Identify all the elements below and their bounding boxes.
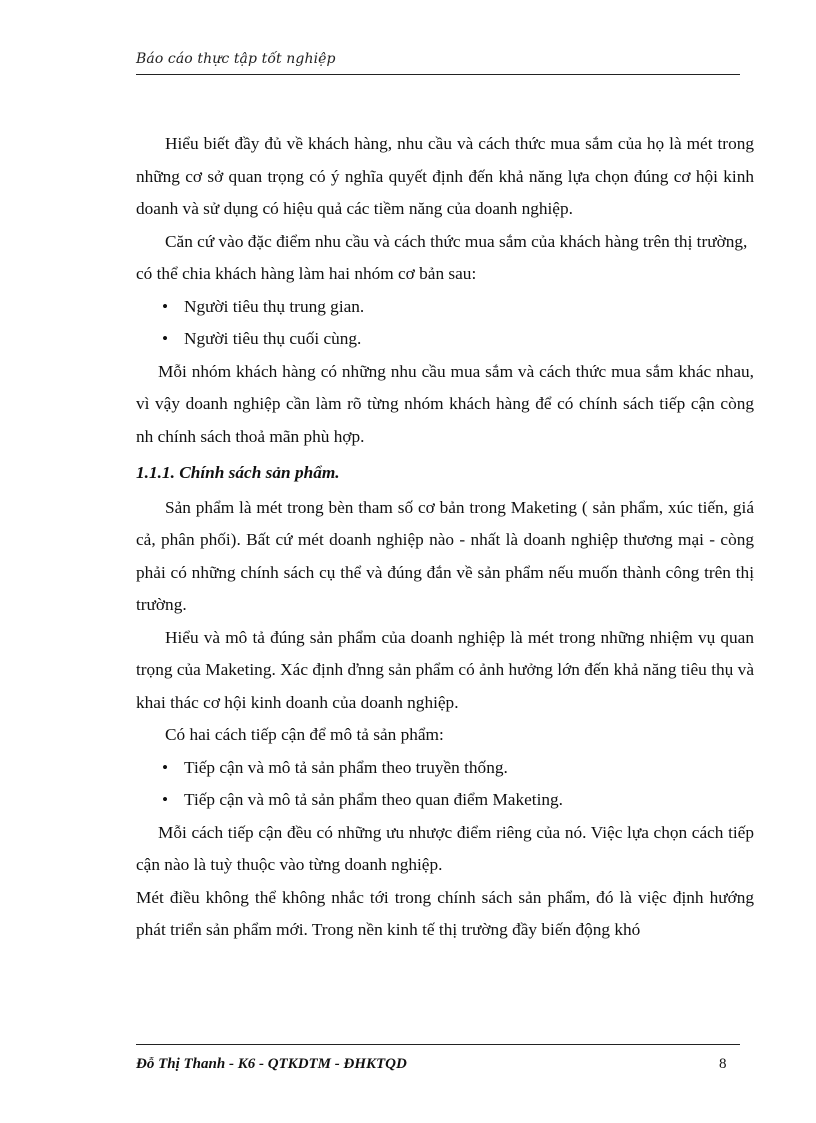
- bullet-icon: •: [162, 296, 169, 316]
- bullet-icon: •: [162, 329, 169, 348]
- page-header: [136, 50, 740, 75]
- paragraph-2: Căn cứ vào đặc điểm nhu cầu và cách thức mua sắm của khách hàng trên thị trường, có thể chia khách hàng làm hai nhóm cơ bản sau:: [136, 231, 748, 283]
- footer-divider: [136, 1044, 740, 1045]
- list-item-text: Người tiêu thụ cuối cùng.: [184, 329, 362, 348]
- paragraph-7: Mỗi cách tiếp cận đều có những ưu nhược điểm riêng của nó. Việc lựa chọn cách tiếp cận nào là tuỳ thuộc vào từng doanh nghiệp.: [136, 822, 754, 874]
- paragraph-5: Hiểu và mô tả đúng sản phẩm của doanh nghiệp là mét trong những nhiệm vụ quan trọng của Maketing. Xác định dŉng sản phẩm có ảnh hưởng lớn đến khả năng tiêu thụ và khai thác cơ hội kinh doanh của doanh nghiệp.: [136, 627, 754, 712]
- page-number: 8: [719, 1056, 727, 1072]
- paragraph-1: Hiểu biết đầy đủ về khách hàng, nhu cầu và cách thức mua sắm của họ là mét trong những cơ sở quan trọng có ý nghĩa quyết định đến khả năng lựa chọn đúng cơ hội kinh doanh và sử dụng có hiệu quả các tiềm năng của doanh nghiệp.: [136, 134, 754, 218]
- list-item: [136, 752, 754, 785]
- page-body: [136, 128, 754, 947]
- paragraph-8: Mét điều không thể không nhắc tới trong chính sách sản phẩm, đó là việc định hướng phát triển sản phẩm mới. Trong nền kinh tế thị trường đầy biến động khó: [136, 887, 754, 939]
- paragraph-3: Mỗi nhóm khách hàng có những nhu cầu mua sắm và cách thức mua sắm khác nhau, vì vậy doanh nghiệp cần làm rõ từng nhóm khách hàng để có chính sách tiếp cận còng nh chính sách thoả mãn phù hợp.: [136, 361, 754, 446]
- list-item-text: Người tiêu thụ trung gian.: [184, 296, 365, 316]
- list-item-text: Tiếp cận và mô tả sản phẩm theo quan điểm Maketing.: [184, 790, 563, 809]
- paragraph-4: Sản phẩm là mét trong bèn tham số cơ bản trong Maketing ( sản phẩm, xúc tiến, giá cả, phân phối). Bất cứ mét doanh nghiệp nào - nhất là doanh nghiệp thương mại - còng phải có những chính sách cụ thể và đúng đắn về sản phẩm nếu muốn thành công trên thị trường.: [136, 497, 754, 614]
- header-title: Báo cáo thực tập tốt nghiệp: [136, 51, 336, 67]
- list-item-text: Tiếp cận và mô tả sản phẩm theo truyền thống.: [184, 757, 508, 777]
- list-item: [136, 784, 754, 817]
- list-item: [136, 291, 754, 324]
- paragraph-6: Có hai cách tiếp cận để mô tả sản phẩm:: [165, 725, 444, 744]
- list-item: [136, 323, 754, 356]
- bullet-icon: •: [162, 790, 169, 809]
- section-heading: 1.1.1. Chính sách sản phẩm.: [136, 463, 340, 482]
- bullet-icon: •: [162, 757, 169, 777]
- footer-author: Đỗ Thị Thanh - K6 - QTKDTM - ĐHKTQD: [136, 1056, 407, 1072]
